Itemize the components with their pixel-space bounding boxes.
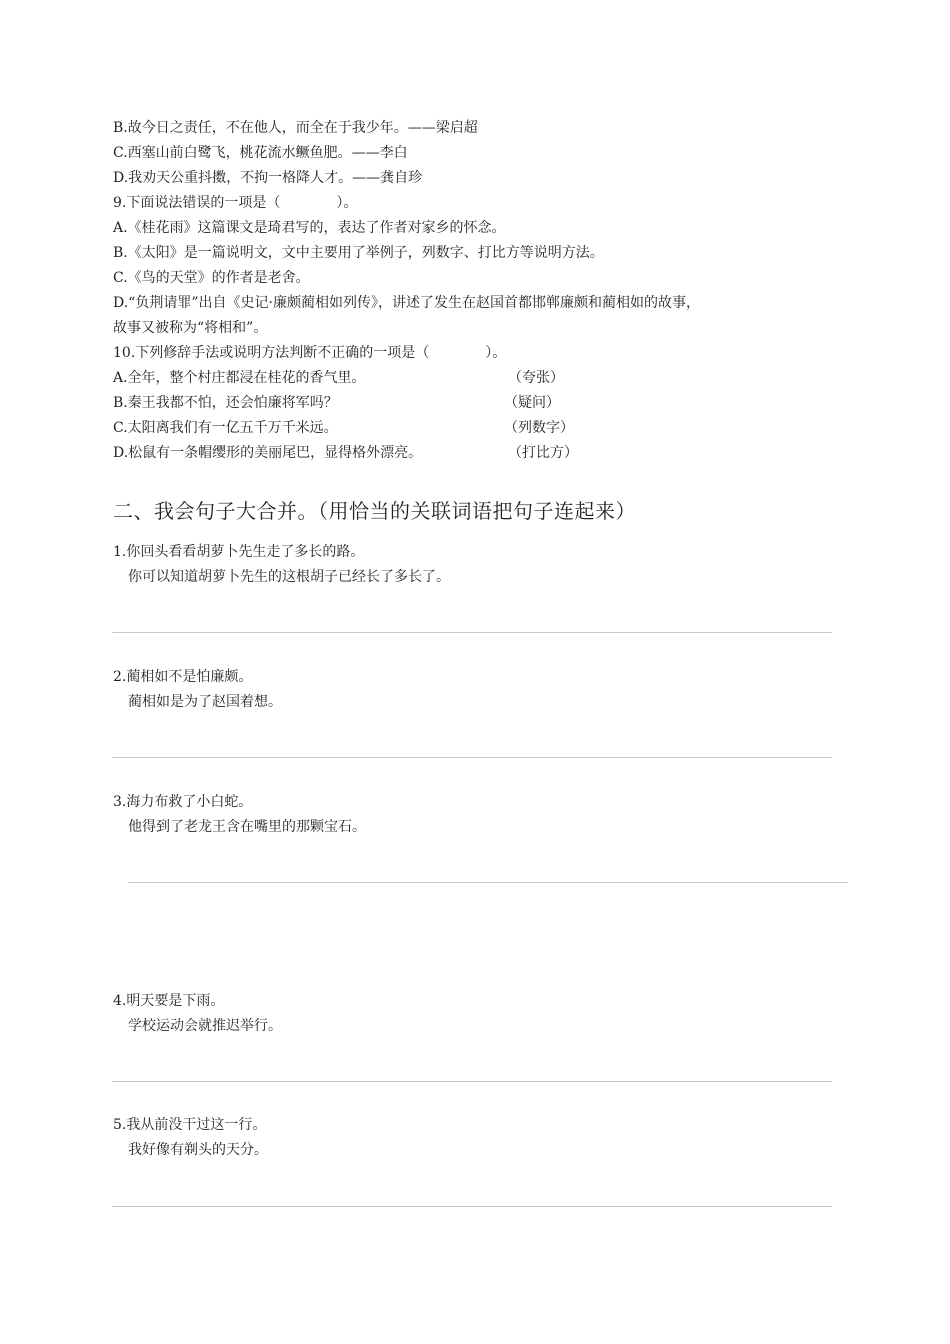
q10-option-d: D.松鼠有一条帽缨形的美丽尾巴，显得格外漂亮。 [113,445,423,461]
prev-option-c: C.西塞山前白鹭飞，桃花流水鳜鱼肥。——李白 [113,145,408,161]
answer-line-1[interactable] [112,632,832,633]
q9-option-a: A.《桂花雨》这篇课文是琦君写的，表达了作者对家乡的怀念。 [113,220,506,236]
q10-stem: 10.下列修辞手法或说明方法判断不正确的一项是（ ）。 [113,345,507,361]
q10-option-c-note: （列数字） [504,420,574,436]
item-3-line2: 他得到了老龙王含在嘴里的那颗宝石。 [128,819,366,835]
item-1-line1: 1.你回头看看胡萝卜先生走了多长的路。 [113,544,365,560]
q9-option-d: D.“负荆请罪”出自《史记·廉颇蔺相如列传》，讲述了发生在赵国首都邯郸廉颇和蔺相如的故事， [113,295,700,311]
item-3-line1: 3.海力布救了小白蛇。 [113,794,253,810]
answer-line-3[interactable] [128,882,848,883]
q10-option-c: C.太阳离我们有一亿五千万千米远。 [113,420,338,436]
answer-line-4[interactable] [112,1081,832,1082]
q10-option-a-note: （夸张） [508,370,564,386]
item-2-line2: 蔺相如是为了赵国着想。 [128,694,282,710]
item-4-line2: 学校运动会就推迟举行。 [128,1018,282,1034]
answer-line-5[interactable] [112,1206,832,1207]
answer-line-2[interactable] [112,757,832,758]
item-5-line2: 我好像有剃头的天分。 [128,1142,268,1158]
q9-option-c: C.《鸟的天堂》的作者是老舍。 [113,270,310,286]
q10-option-b-note: （疑问） [504,395,560,411]
item-2-line1: 2.蔺相如不是怕廉颇。 [113,669,253,685]
prev-option-d: D.我劝天公重抖擞，不拘一格降人才。——龚自珍 [113,170,423,186]
q10-option-b: B.秦王我都不怕，还会怕廉将军吗？ [113,395,338,411]
q9-option-d-cont: 故事又被称为“将相和”。 [113,320,268,336]
q9-option-b: B.《太阳》是一篇说明文，文中主要用了举例子，列数字、打比方等说明方法。 [113,245,604,261]
item-1-line2: 你可以知道胡萝卜先生的这根胡子已经长了多长了。 [128,569,450,585]
item-5-line1: 5.我从前没干过这一行。 [113,1117,267,1133]
section-title: 二、我会句子大合并。（用恰当的关联词语把句子连起来） [113,499,636,523]
prev-option-b: B.故今日之责任，不在他人，而全在于我少年。——梁启超 [113,120,478,136]
q10-option-d-note: （打比方） [508,445,578,461]
item-4-line1: 4.明天要是下雨。 [113,993,225,1009]
q10-option-a: A.全年，整个村庄都浸在桂花的香气里。 [113,370,366,386]
q9-stem: 9.下面说法错误的一项是（ ）。 [113,195,358,211]
